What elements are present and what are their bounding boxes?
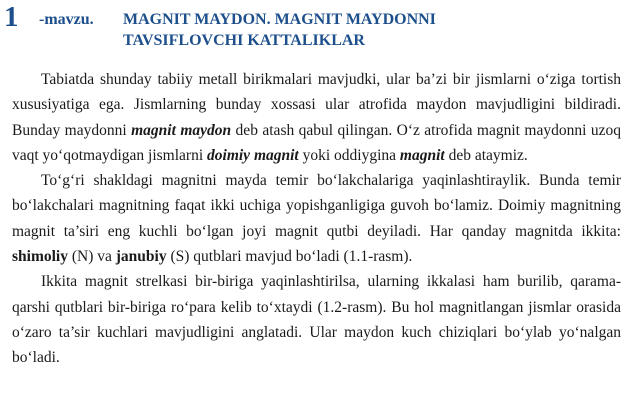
lesson-number: 1	[4, 1, 19, 33]
paragraph-1-text-d: deb ataymiz.	[444, 146, 528, 164]
term-janubiy: janubiy	[115, 248, 167, 266]
paragraph-2-text-b: (N) va	[67, 248, 116, 266]
paragraph-1-text-b: deb atash qabul qilingan. O‘z atrofida magnit maydonni uzoq vaqt yo‘qotmaydigan jismlarni	[12, 121, 621, 164]
term-shimoliy: shimoliy	[12, 248, 68, 266]
paragraph-3: Ikkita magnit strelkasi bir-biriga yaqinlashtirilsa, ularning ikkalasi ham burilib, qarama-qarshi qutblari bir-biriga ro‘para kelib to‘xtaydi (1.2-rasm). Bu hol magnitlangan jismlar orasida o‘zaro ta’sir kuchlari mavjudligini anglatadi. Ular maydon kuch chiziqlari bo‘ylab yo‘nalgan bo‘ladi.	[12, 273, 621, 367]
paragraph-1-text-c: yoki oddiygina	[298, 146, 400, 164]
lesson-label: -mavzu.	[39, 11, 94, 28]
term-magnit-maydon: magnit maydon	[131, 121, 232, 139]
term-doimiy-magnit: doimiy magnit	[207, 146, 299, 164]
paragraph-1	[12, 67, 621, 168]
paragraph-1-text-a: Tabiatda shunday tabiiy metall birikmalari mavjudki, ular ba’zi bir jismlarni o‘ziga tortish xususiyatiga ega. Jismlarning bunday xossasi ular atrofida maydon mavjudligini bildiradi. Bunday maydonni	[12, 71, 621, 139]
lesson-body	[12, 67, 621, 371]
term-magnit: magnit	[399, 146, 445, 164]
paragraph-2-text-a: To‘g‘ri shakldagi magnitni mayda temir bo‘lakchalariga yaqinlashtiraylik. Bunda temir bo‘lakchalari magnitning faqat ikki uchiga yopishganligiga guvoh bo‘lamiz. Doimiy magnitning magnit ta’siri eng kuchli bo‘lgan joyi magnit qutbi deyiladi. Har qanday magnitda ikkita:	[12, 172, 621, 240]
paragraph-2-text-c: (S) qutblari mavjud bo‘ladi (1.1-rasm).	[166, 248, 413, 266]
lesson-title: MAGNIT MAYDON. MAGNIT MAYDONNI TAVSIFLOVCHI KATTALIKLAR	[123, 11, 436, 49]
paragraph-2	[12, 168, 621, 269]
lesson-header	[4, 2, 629, 52]
